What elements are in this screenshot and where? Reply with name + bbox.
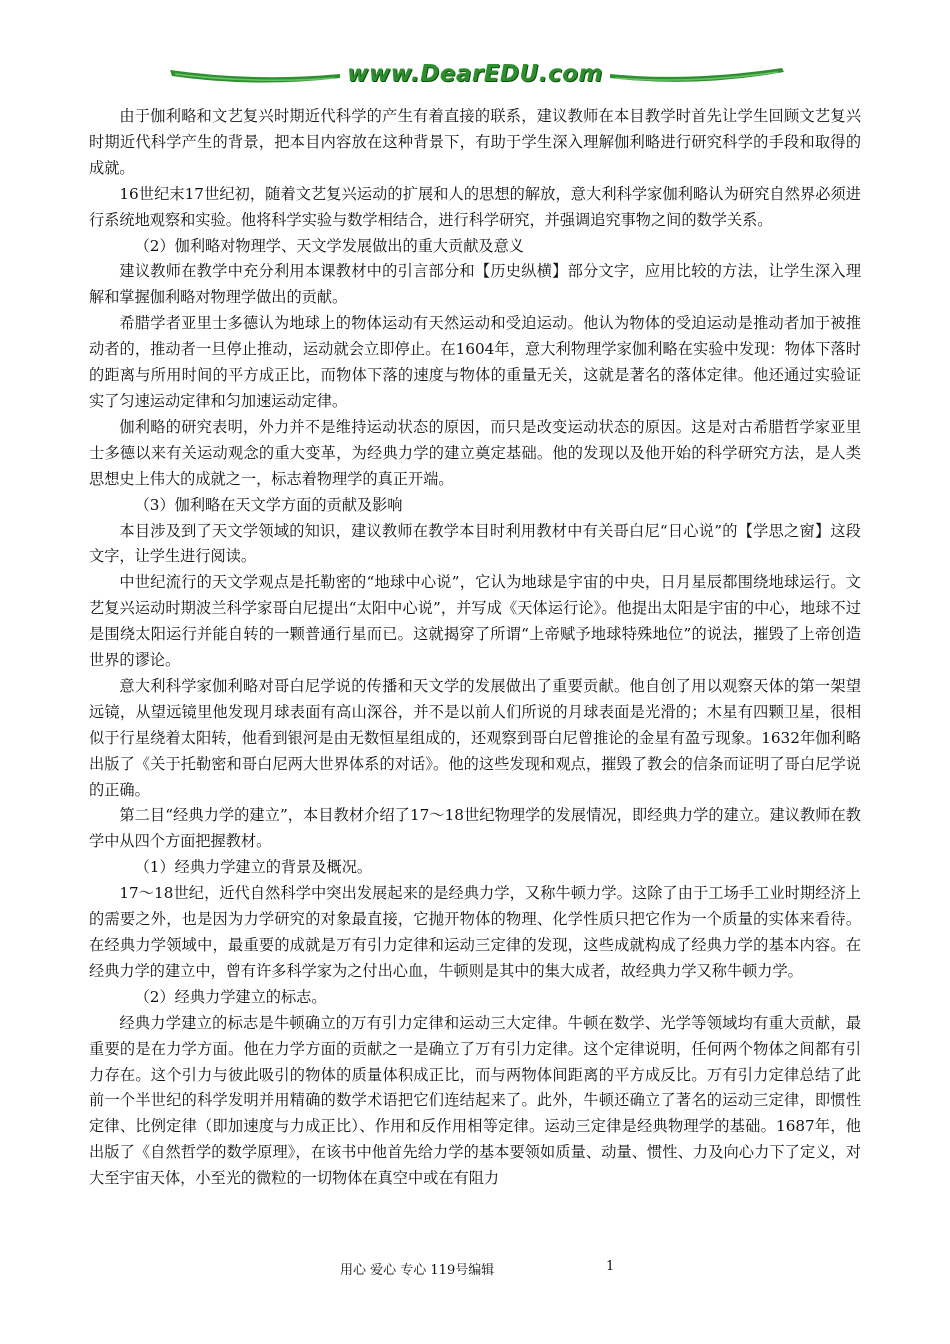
- body-paragraph: 由于伽利略和文艺复兴时期近代科学的产生有着直接的联系，建议教师在本目教学时首先让学生回顾文艺复兴时期近代科学产生的背景，把本目内容放在这种背景下，有助于学生深入理解伽利略进行研究科学的手段和取得的成就。: [89, 107, 861, 177]
- body-paragraph: 经典力学建立的标志是牛顿确立的万有引力定律和运动三大定律。牛顿在数学、光学等领域均有重大贡献，最重要的是在力学方面。他在力学方面的贡献之一是确立了万有引力定律。这个定律说明，任何两个物体之间都有引力存在。这个引力与彼此吸引的物体的质量体积成正比，而与两物体间距离的平方成反比。万有引力定律总结了此前一个半世纪的科学发明并用精确的数学术语把它们连结起来了。此外，牛顿还确立了著名的运动三定律，即惯性定律、比例定律（即加速度与力成正比）、作用和反作用相等定律。运动三定律是经典物理学的基础。1687年，他出版了《自然哲学的数学原理》，在该书中他首先给力学的基本要领如质量、动量、惯性、力及向心力下了定义，对大至宇宙天体，小至光的微粒的一切物体在真空中或在有阻力: [89, 1013, 861, 1188]
- header-banner: [0, 52, 950, 102]
- body-paragraph: 16世纪末17世纪初，随着文艺复兴运动的扩展和人的思想的解放，意大利科学家伽利略认为研究自然界必须进行系统地观察和实验。他将科学实验与数学相结合，进行科学研究，并强调追究事物之间的数学关系。: [89, 184, 861, 229]
- page-footer: [0, 1259, 950, 1281]
- site-logo-text[interactable]: www.DearEDU.com: [347, 61, 603, 87]
- body-paragraph: 伽利略的研究表明，外力并不是维持运动状态的原因，而只是改变运动状态的原因。这是对古希腊哲学家亚里士多德以来有关运动观念的重大变革，为经典力学的建立奠定基础。他的发现以及他开始的科学研究方法，是人类思想史上伟大的成就之一，标志着物理学的真正开端。: [89, 417, 861, 488]
- body-paragraph: 本目涉及到了天文学领域的知识，建议教师在教学本目时利用教材中有关哥白尼“日心说”的【学思之窗】这段文字，让学生进行阅读。: [89, 521, 861, 566]
- body-paragraph: 建议教师在教学中充分利用本课教材中的引言部分和【历史纵横】部分文字，应用比较的方法，让学生深入理解和掌握伽利略对物理学做出的贡献。: [89, 262, 861, 307]
- section-subheading: （1）经典力学建立的背景及概况。: [134, 858, 373, 877]
- document-body: [89, 104, 861, 1192]
- section-subheading: （3）伽利略在天文学方面的贡献及影响: [134, 495, 403, 514]
- body-paragraph: 第二目“经典力学的建立”，本目教材介绍了17～18世纪物理学的发展情况，即经典力学的建立。建议教师在教学中从四个方面把握教材。: [89, 806, 861, 851]
- body-paragraph: 希腊学者亚里士多德认为地球上的物体运动有天然运动和受迫运动。他认为物体的受迫运动是推动者加于被推动者的，推动者一旦停止推动，运动就会立即停止。在1604年，意大利物理学家伽利略在实验中发现：物体下落时的距离与所用时间的平方成正比，而物体下落的速度与物体的重量无关，这就是著名的落体定律。他还通过实验证实了匀速运动定律和匀加速运动定律。: [89, 314, 861, 410]
- page-number: 1: [606, 1259, 615, 1274]
- section-subheading: （2）伽利略对物理学、天文学发展做出的重大贡献及意义: [134, 236, 524, 255]
- footer-text: 用心 爱心 专心 119号编辑: [340, 1263, 495, 1278]
- body-paragraph: 17～18世纪，近代自然科学中突出发展起来的是经典力学，又称牛顿力学。这除了由于工场手工业时期经济上的需要之外，也是因为力学研究的对象最直接，它抛开物体的物理、化学性质只把它作为一个质量的实体来看待。在经典力学领域中，最重要的成就是万有引力定律和运动三定律的发现，这些成就构成了经典力学的基本内容。在经典力学的建立中，曾有许多科学家为之付出心血，牛顿则是其中的集大成者，故经典力学又称牛顿力学。: [89, 884, 861, 980]
- section-subheading: （2）经典力学建立的标志。: [134, 987, 327, 1006]
- body-paragraph: 中世纪流行的天文学观点是托勒密的“地球中心说”，它认为地球是宇宙的中央，日月星辰都围绕地球运行。文艺复兴运动时期波兰科学家哥白尼提出“太阳中心说”，并写成《天体运行论》。他提出太阳是宇宙的中心，地球不过是围绕太阳运行并能自转的一颗普通行星而已。这就揭穿了所谓“上帝赋予地球特殊地位”的说法，摧毁了上帝创造世界的谬论。: [89, 573, 861, 670]
- body-paragraph: 意大利科学家伽利略对哥白尼学说的传播和天文学的发展做出了重要贡献。他自创了用以观察天体的第一架望远镜，从望远镜里他发现月球表面有高山深谷，并不是以前人们所说的月球表面是光滑的；木星有四颗卫星，很相似于行星绕着太阳转，他看到银河是由无数恒星组成的，还观察到哥白尼曾推论的金星有盈亏现象。1632年伽利略出版了《关于托勒密和哥白尼两大世界体系的对话》。他的这些发现和观点，摧毁了教会的信条而证明了哥白尼学说的正确。: [89, 676, 861, 799]
